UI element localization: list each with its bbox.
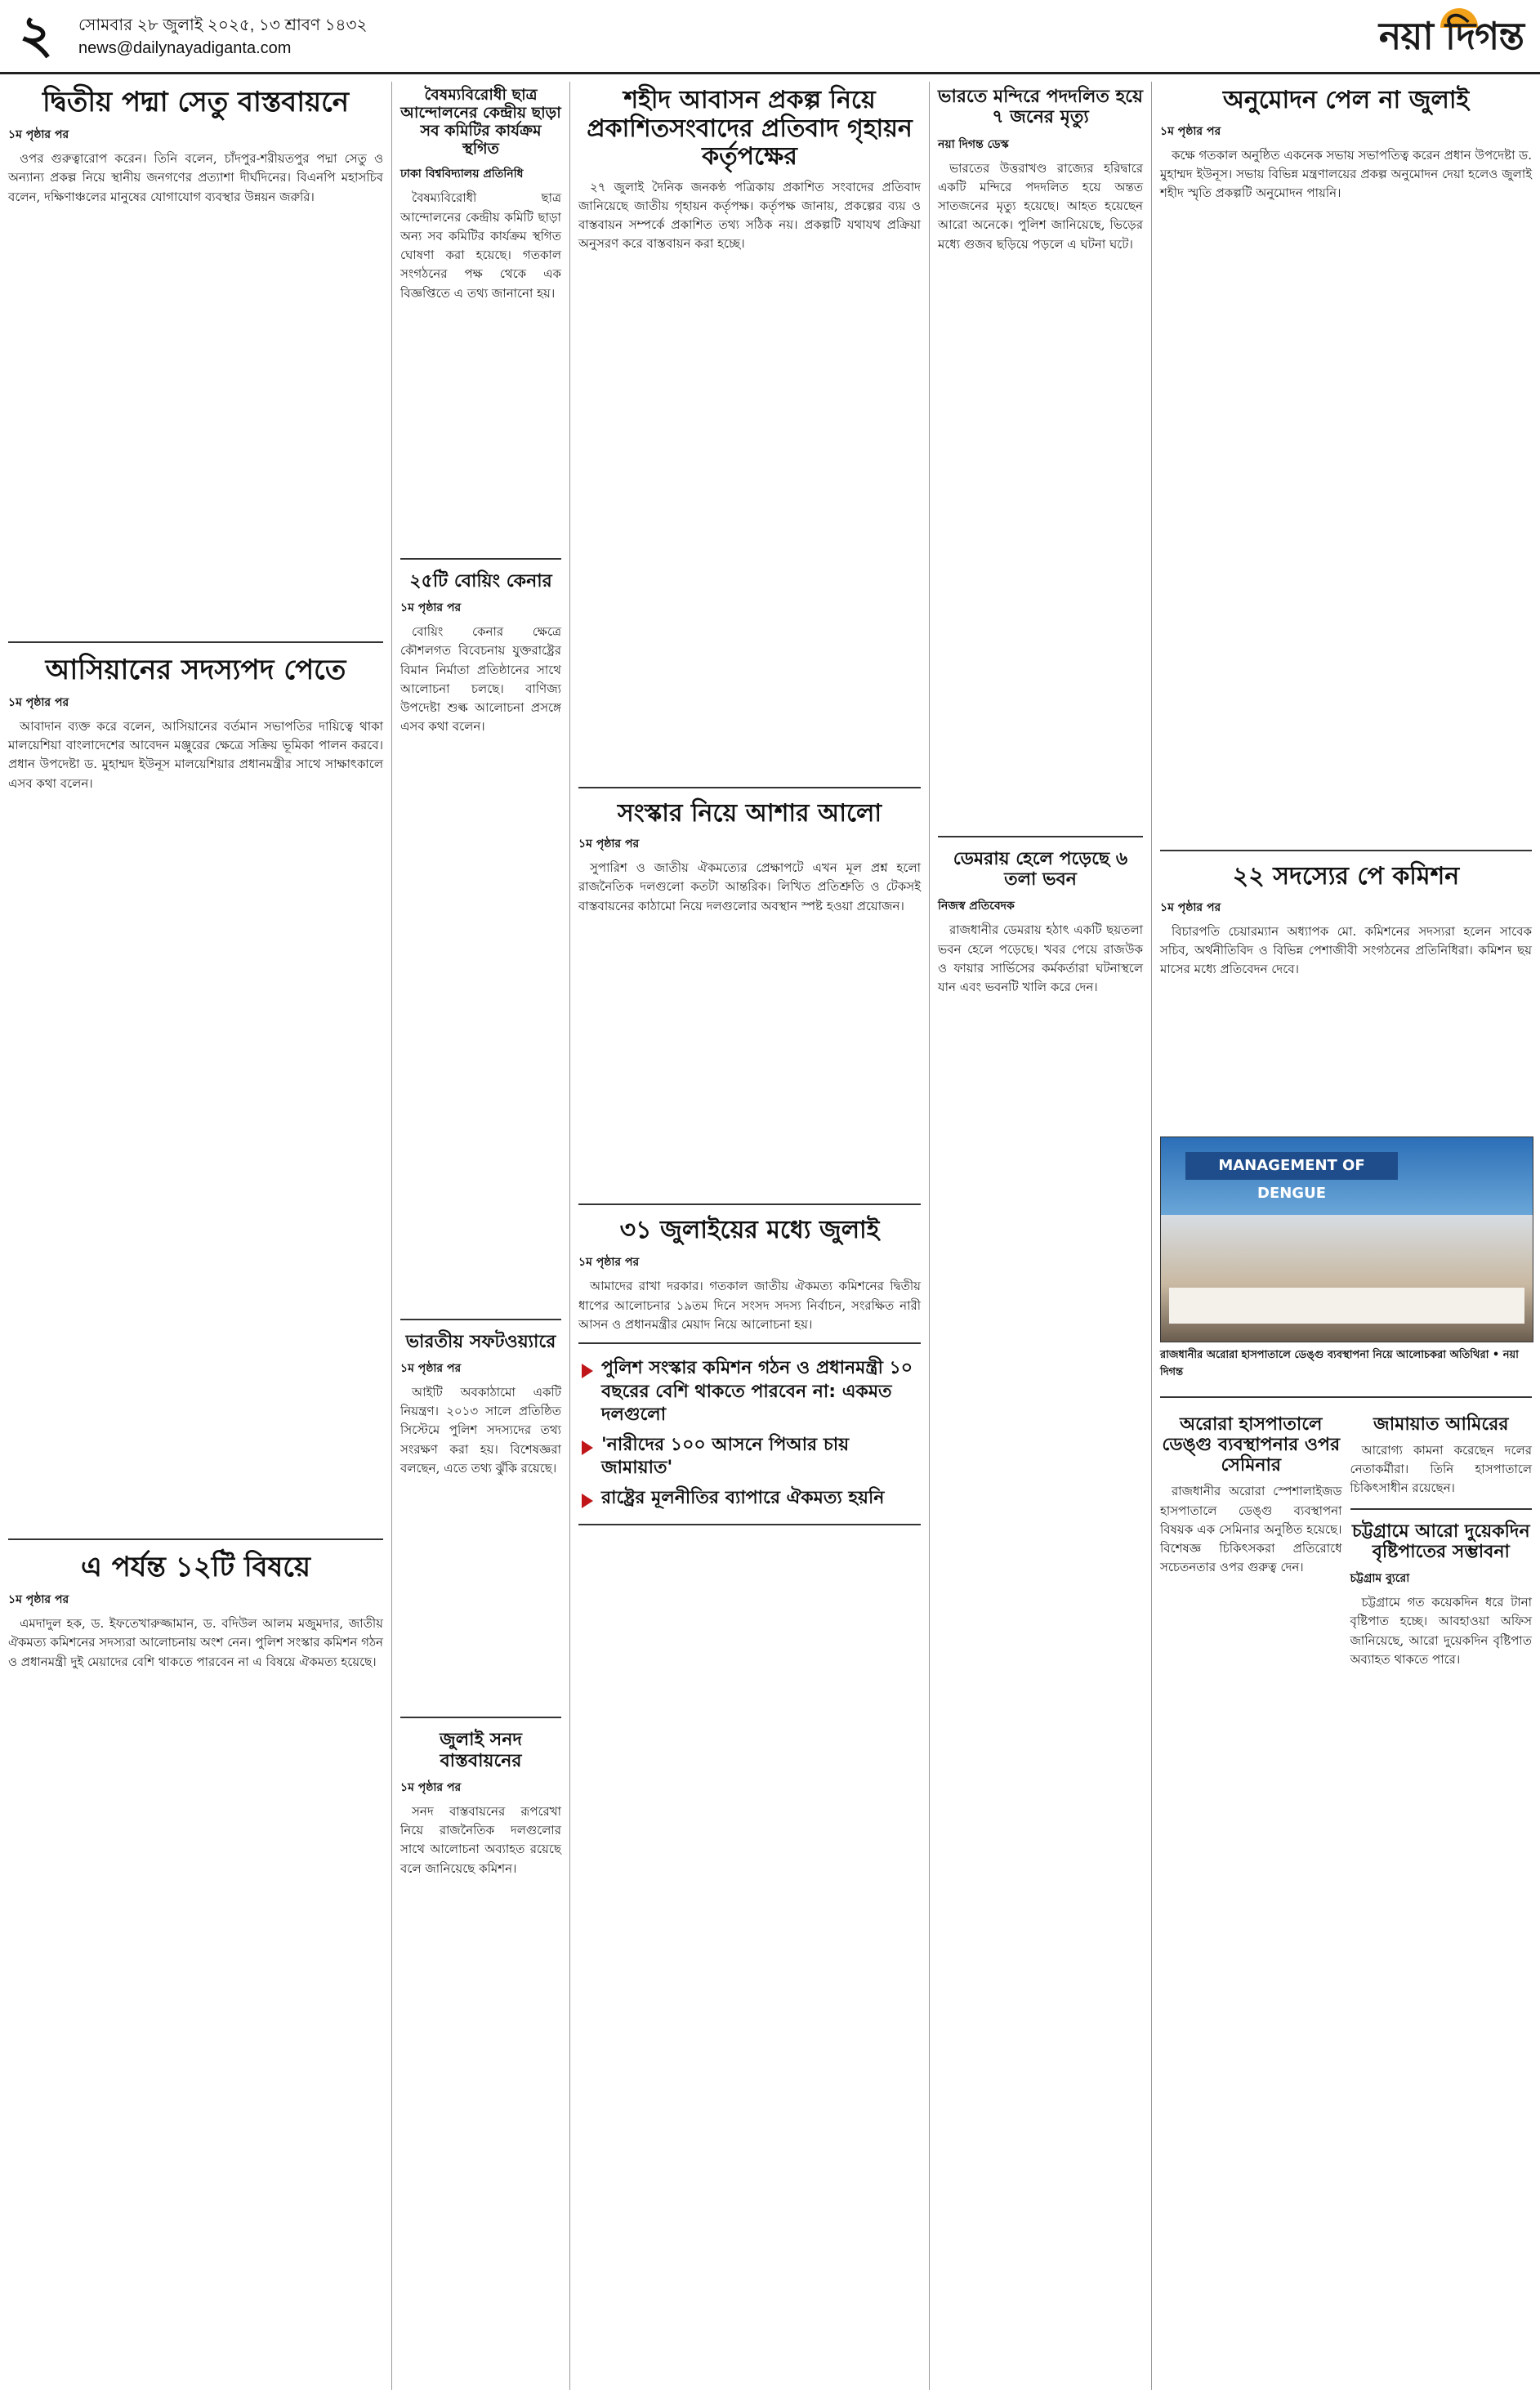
two-column-body: [578, 1251, 921, 1533]
article-body: [1350, 1441, 1533, 1498]
paragraph: বিচারপতি চেয়ারম্যান অধ্যাপক মো. কমিশনের সদস্যরা হলেন সাবেক সচিব, অর্থনীতিবিদ ও বিভিন্ন পেশাজীবী সংগঠনের প্রতিনিধিরা। কমিশন ছয় মাসের মধ্যে প্রতিবেদন দেবে।: [1160, 923, 1532, 977]
article-body: [1160, 146, 1532, 203]
article-body: [938, 921, 1143, 997]
article-body: [938, 159, 1143, 254]
article-padma-bridge: [8, 87, 383, 643]
page-number: ২: [19, 5, 53, 65]
byline: নয়া দিগন্ত ডেস্ক: [938, 137, 1009, 151]
jump-line: ১ম পৃষ্ঠার পর: [8, 695, 69, 709]
article-boeing: [400, 571, 561, 1320]
article-body: [400, 1802, 561, 1878]
jump-line: ১ম পৃষ্ঠার পর: [1160, 124, 1221, 138]
photo-caption: রাজধানীর অরোরা হাসপাতালে ডেঙ্গু ব্যবস্থাপনা নিয়ে আলোচকরা অতিথিরা • নয়া দিগন্ত: [1160, 1348, 1519, 1378]
jump-line: ১ম পৃষ্ঠার পর: [400, 601, 462, 615]
headline: বৈষম্যবিরোধী ছাত্র আন্দোলনের কেন্দ্রীয় ছাড়া সব কমিটির কার্যক্রম স্থগিত: [400, 86, 561, 158]
photo-table: [1169, 1288, 1524, 1324]
byline: নিজস্ব প্রতিবেদক: [938, 900, 1015, 913]
column-1: [0, 82, 392, 2390]
headline: ডেমরায় হেলে পড়েছে ৬ তলা ভবন: [953, 848, 1128, 891]
paragraph: সনদ বাস্তবায়নের রূপরেখা নিয়ে রাজনৈতিক দলগুলোর সাথে আলোচনা অব্যাহত রয়েছে বলে জানিয়েছে কমিশন।: [400, 1803, 561, 1876]
article-body-continued: [938, 257, 1143, 829]
article-body-continued: [8, 797, 383, 1532]
article-body-continued: [400, 306, 561, 551]
jump-line: ১ম পৃষ্ঠার পর: [8, 128, 69, 142]
article-body-continued: [8, 210, 383, 635]
article-body-continued: [1160, 206, 1532, 843]
paragraph: আমাদের রাখা দরকার। গতকাল জাতীয় ঐকমত্য কমিশনের দ্বিতীয় ধাপের আলোচনার ১৯তম দিনে সংসদ সদস্য নির্বাচন, সংরক্ষিত নারী আসন ও প্রধানমন্ত্রীর মেয়াদ নিয়ে আলোচনা হয়।: [578, 1279, 921, 1332]
article-body-continued: [400, 740, 561, 1312]
jump-line: ১ম পৃষ্ঠার পর: [578, 837, 640, 851]
article-pay-commission: [1160, 863, 1532, 1397]
paragraph: ভারতের উত্তরাখণ্ড রাজ্যের হরিদ্বারে একটি মন্দিরে পদদলিত হয়ে অন্তত সাতজনের মৃত্যু হয়েছে। আহত হয়েছেন আরো অনেকে। পুলিশ জানিয়েছে, ভিড়ের মধ্যে গুজব ছড়িয়ে পড়লে এ ঘটনা ঘটে।: [938, 160, 1143, 252]
headline: আসিয়ানের সদস্যপদ পেতে: [45, 653, 346, 686]
headline: জুলাই সনদ বাস্তবায়নের: [440, 1730, 522, 1771]
highlight-item: পুলিশ সংস্কার কমিশন গঠন ও প্রধানমন্ত্রী ১০ বছরের বেশি থাকতে পারবেন না: একমত দলগুলো: [578, 1357, 921, 1427]
article-body-continued: [578, 919, 921, 1197]
bottom-section: [1160, 1409, 1532, 1673]
article-body: [8, 1614, 383, 1672]
article-body: [1160, 1482, 1342, 1577]
logo-text: নয়া দিগন্ত: [1378, 14, 1524, 58]
byline: চট্টগ্রাম ব্যুরো: [1350, 1572, 1410, 1586]
article-asean: [8, 654, 383, 1540]
headline: শহীদ আবাসন প্রকল্প নিয়ে প্রকাশিতসংবাদের প্রতিবাদ গৃহায়ন কর্তৃপক্ষের: [587, 86, 913, 171]
article-aurora-seminar: [1160, 1409, 1342, 1673]
article-students-committee: [400, 87, 561, 560]
date-line: সোমবার ২৮ জুলাই ২০২৫, ১৩ শ্রাবণ ১৪৩২: [78, 16, 368, 34]
article-india-stampede: [938, 87, 1143, 837]
paragraph: এমদাদুল হক, ড. ইফতেখারুজ্জামান, ড. বদিউল আলম মজুমদার, জাতীয় ঐকমত্য কমিশনের সদস্যরা আলোচনায় অংশ নেন। পুলিশ সংস্কার কমিশন গঠন ও প্রধানমন্ত্রী দুই মেয়াদের বেশি থাকতে পারবেন না এ বিষয়ে ঐকমত্য হয়েছে।: [8, 1616, 383, 1669]
column-3: [570, 82, 930, 2390]
headline: জামায়াত আমিরের: [1373, 1413, 1509, 1435]
right-stack: [1350, 1409, 1533, 1673]
article-july-charter: [400, 1730, 561, 1888]
article-body-continued: [400, 1481, 561, 1710]
article-july-31: [578, 1217, 921, 1540]
column-5: [1152, 82, 1540, 2390]
byline: ঢাকা বিশ্ববিদ্যালয় প্রতিনিধি: [400, 167, 524, 181]
paragraph: কক্ষে গতকাল অনুষ্ঠিত একনেক সভায় সভাপতিত্ব করেন প্রধান উপদেষ্টা ড. মুহাম্মদ ইউনূস। সভায় বিভিন্ন মন্ত্রণালয়ের প্রকল্প অনুমোদন দেয়া হলেও জুলাই শহীদ স্মৃতি প্রকল্পটি অনুমোদন পায়নি।: [1160, 147, 1532, 200]
paragraph: আইটি অবকাঠামো একটি নিয়ন্ত্রণ। ২০১৩ সালে প্রতিষ্ঠিত সিস্টেমে পুলিশ সদস্যদের তথ্য সংরক্ষণ করা হয়। বিশেষজ্ঞরা বলছেন, এতে তথ্য ঝুঁকি রয়েছে।: [400, 1384, 561, 1476]
newspaper-logo: [1279, 3, 1524, 69]
article-martyr-housing: [578, 87, 921, 788]
paragraph: বৈষম্যবিরোধী ছাত্র আন্দোলনের কেন্দ্রীয় কমিটি ছাড়া অন্য সব কমিটির কার্যক্রম স্থগিত ঘোষণা করা হয়েছে। গতকাল সংগঠনের পক্ষ থেকে এক বিজ্ঞপ্তিতে এ তথ্য জানানো হয়।: [400, 190, 561, 301]
email-line[interactable]: news@dailynayadiganta.com: [78, 39, 292, 57]
article-body: [400, 1383, 561, 1478]
article-body: [400, 623, 561, 737]
jump-line: ১ম পৃষ্ঠার পর: [400, 1361, 462, 1375]
article-body: [8, 150, 383, 207]
jump-line: ১ম পৃষ্ঠার পর: [578, 1256, 640, 1270]
headline: ভারতীয় সফটওয়্যারে: [405, 1331, 556, 1352]
photo-banner: MANAGEMENT OF DENGUE: [1185, 1152, 1398, 1180]
article-12-issues: [8, 1552, 383, 1681]
paragraph: আরোগ্য কামনা করেছেন দলের নেতাকর্মীরা। তিনি হাসপাতালে চিকিৎসাধীন রয়েছেন।: [1350, 1442, 1532, 1496]
article-body: [578, 178, 921, 254]
headline: এ পর্যন্ত ১২টি বিষয়ে: [81, 1550, 310, 1583]
headline: ২২ সদস্যের পে কমিশন: [1232, 862, 1460, 891]
headline: অনুমোদন পেল না জুলাই: [1222, 86, 1470, 114]
headline: চট্টগ্রামে আরো দুয়েকদিন বৃষ্টিপাতের সম্ভাবনা: [1351, 1521, 1530, 1562]
headline: ভারতে মন্দিরে পদদলিত হয়ে ৭ জনের মৃত্যু: [938, 87, 1143, 128]
article-reform-hope: [578, 800, 921, 1205]
highlight-item: রাষ্ট্রের মূলনীতির ব্যাপারে ঐকমত্য হয়নি: [578, 1487, 921, 1511]
column-2: [392, 82, 570, 2390]
article-body: [8, 717, 383, 793]
headline: দ্বিতীয় পদ্মা সেতু বাস্তবায়নে: [42, 86, 350, 118]
paragraph: বোয়িং কেনার ক্ষেত্রে কৌশলগত বিবেচনায় যুক্তরাষ্ট্রের বিমান নির্মাতা প্রতিষ্ঠানের সাথে আলোচনা চলছে। বাণিজ্য উপদেষ্টা শুল্ক আলোচনা প্রসঙ্গে এসব কথা বলেন।: [400, 624, 561, 735]
article-body: [1350, 1593, 1533, 1669]
paragraph: আবাদান ব্যক্ত করে বলেন, আসিয়ানের বর্তমান সভাপতির দায়িত্বে থাকা মালয়েশিয়া বাংলাদেশের আবেদন মঞ্জুরের ক্ষেত্রে সক্রিয় ভূমিকা পালন করবে। প্রধান উপদেষ্টা ড. মুহাম্মদ ইউনূস মালয়েশিয়ার প্রধানমন্ত্রীর সাথে সাক্ষাৎকালে এসব কথা বলেন।: [8, 718, 383, 791]
paragraph: ওপর গুরুত্বারোপ করেন। তিনি বলেন, চাঁদপুর-শরীয়তপুর পদ্মা সেতু ও অন্যান্য প্রকল্প নিয়ে স্থানীয় জনগণের প্রত্যাশা দীর্ঘদিনের। বিএনপি মহাসচিব বলেন, দক্ষিণাঞ্চলের মানুষের যোগাযোগ ব্যবস্থার উন্নয়ন জরুরি।: [8, 151, 383, 204]
article-body: [400, 189, 561, 303]
headline: ৩১ জুলাইয়ের মধ্যে জুলাই: [619, 1215, 880, 1244]
headline: সংস্কার নিয়ে আশার আলো: [617, 798, 882, 828]
paragraph: ২৭ জুলাই দৈনিক জনকণ্ঠ পত্রিকায় প্রকাশিত সংবাদের প্রতিবাদ জানিয়েছে জাতীয় গৃহায়ন কর্তৃপক্ষ। কর্তৃপক্ষ জানায়, প্রকল্পের ব্যয় ও বাস্তবায়ন সম্পর্কে প্রকাশিত তথ্য সঠিক নয়। প্রকল্পটি যথাযথ প্রক্রিয়া অনুসরণ করে বাস্তবায়ন করা হচ্ছে।: [578, 179, 921, 252]
paragraph: চট্টগ্রামে গত কয়েকদিন ধরে টানা বৃষ্টিপাত হচ্ছে। আবহাওয়া অফিস জানিয়েছে, আরো দুয়েকদিন বৃষ্টিপাত অব্যাহত থাকতে পারে।: [1350, 1595, 1532, 1667]
article-jamaat-amir: [1350, 1414, 1533, 1510]
jump-line: ১ম পৃষ্ঠার পর: [1160, 900, 1221, 914]
masthead: [0, 0, 1540, 74]
headline: অরোরা হাসপাতালে ডেঙ্গু ব্যবস্থাপনার ওপর সেমিনার: [1162, 1413, 1341, 1476]
article-july-approval: [1160, 87, 1532, 851]
article-body: [578, 859, 921, 916]
highlight-box: [578, 1342, 921, 1525]
article-body: [578, 1277, 921, 1334]
article-chattogram-rain: [1350, 1521, 1533, 1670]
paragraph: সুপারিশ ও জাতীয় ঐকমত্যের প্রেক্ষাপটে এখন মূল প্রশ্ন হলো রাজনৈতিক দলগুলো কতটা আন্তরিক। লিখিত প্রতিশ্রুতি ও টেকসই বাস্তবায়নের কাঠামো নিয়ে দলগুলোর অবস্থান স্পষ্ট হওয়া প্রয়োজন।: [578, 860, 921, 913]
article-body-continued: [1160, 983, 1532, 1130]
column-4: [930, 82, 1152, 2390]
jump-line: ১ম পৃষ্ঠার পর: [400, 1780, 462, 1794]
paragraph: রাজধানীর অরোরা স্পেশালাইজড হাসপাতালে ডেঙ্গু ব্যবস্থাপনা বিষয়ক এক সেমিনার অনুষ্ঠিত হয়েছে। বিশেষজ্ঞ চিকিৎসকরা প্রতিরোধে সচেতনতার ওপর গুরুত্ব দেন।: [1160, 1484, 1342, 1575]
jump-line: ১ম পৃষ্ঠার পর: [8, 1593, 69, 1607]
article-demra-building: [938, 849, 1143, 1007]
highlight-item: 'নারীদের ১০০ আসনে পিআর চায় জামায়াত': [578, 1434, 921, 1480]
article-indian-software: [400, 1332, 561, 1719]
seminar-photo: [1160, 1136, 1533, 1342]
headline: ২৫টি বোয়িং কেনার: [409, 570, 552, 592]
article-body: [1160, 922, 1532, 980]
article-body-continued: [578, 257, 921, 780]
paragraph: রাজধানীর ডেমরায় হঠাৎ একটি ছয়তলা ভবন হেলে পড়েছে। খবর পেয়ে রাজউক ও ফায়ার সার্ভিসের কর্মকর্তারা ঘটনাস্থলে যান এবং ভবনটি খালি করে দেন।: [938, 922, 1143, 995]
